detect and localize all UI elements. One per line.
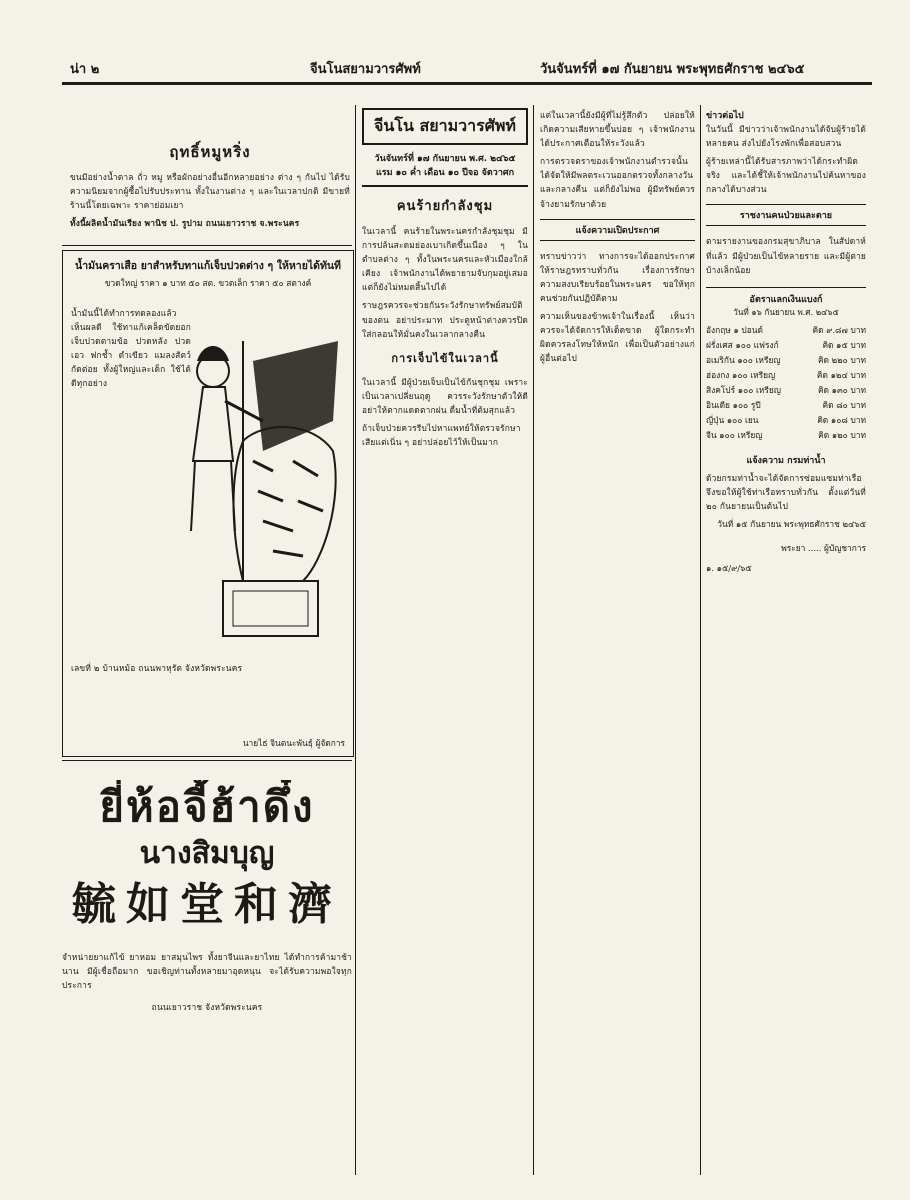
exchange-rate-value: คิด ๘๐ บาท (822, 399, 866, 410)
article-body: ขนมีอย่างน้ำตาล ถั่ว หมู หรือผักอย่างอื่นอีกหลายอย่าง ต่าง ๆ กันไป ได้รับความนิยมจากผู้ซื้อไปรับประทาน ทั้งในงานต่าง ๆ และในเวลาปกติ มีขายที่ร้านนี้โดยเฉพาะ ราคาย่อมเยา (70, 172, 350, 211)
shop-ad-address: ถนนเยาวราช จังหวัดพระนคร (151, 1002, 263, 1013)
article-body: ในวันนี้ มีข่าวว่าเจ้าพนักงานได้จับผู้ร้ายได้หลายคน ส่งไปยังโรงพักเพื่อสอบสวน (706, 124, 866, 149)
section-body: ถ้าเจ็บป่วยควรรีบไปหาแพทย์ให้ตรวจรักษาเสียแต่เนิ่น ๆ อย่าปล่อยไว้ให้เป็นมาก (362, 423, 521, 448)
masthead-title: จีนโน สยามวารศัพท์ (362, 108, 528, 145)
header-rule (62, 82, 872, 85)
exchange-rates-list (706, 323, 866, 443)
exchange-rate-label: ญี่ปุ่น ๑๐๐ เยน (706, 414, 759, 425)
exchange-rates-title: อัตราแลกเงินแบงก์ (749, 294, 823, 305)
exchange-rate-row (706, 398, 866, 413)
ad-header: น้ำมันคราเสือ ยาสำหรับทาแก้เจ็บปวดต่าง ๆ ให้หายได้ทันที (75, 260, 341, 272)
tiger-illustration (183, 301, 348, 651)
exchange-rate-value: คิด ๑๕ บาท (822, 339, 866, 350)
exchange-rate-value: คิด ๑๐๘ บาท (817, 414, 866, 425)
exchange-rate-label: ฝรั่งเศส ๑๐๐ แฟรงก์ (706, 339, 779, 350)
exchange-rate-value: คิด ๒๒๐ บาท (817, 354, 866, 365)
exchange-rates (706, 287, 866, 443)
shop-thai-subname: นางสิมบุญ (139, 836, 275, 871)
article-body: แต่ในเวลานี้ยังมีผู้ที่ไม่รู้สึกตัว ปล่อยให้เกิดความเสียหายขึ้นบ่อย ๆ เจ้าพนักงานได้ประกาศเตือนให้ระวังแล้ว (540, 110, 695, 149)
section-body: ในเวลานี้ คนร้ายในพระนครกำลังชุมชุม มีการปล้นสะดมย่องเบาเกิดขึ้นเนือง ๆ ในตำบลต่าง ๆ ทั้งในพระนครและหัวเมืองใกล้เคียง เจ้าพนักงานได้พยายามจับกุมอยู่เสมอ แต่ก็ยังไม่หมดสิ้นไปได้ (362, 226, 528, 293)
shop-ad-body: จำหน่ายยาแก้ไข้ ยาหอม ยาสมุนไพร ทั้งยาจีนและยาไทย ได้ทำการค้ามาช้านาน มีผู้เชื่อถือมาก ขอเชิญท่านทั้งหลายมาอุดหนุน จะได้รับความพอใจทุกประการ (62, 952, 352, 991)
column-divider (355, 105, 356, 1175)
masthead-lunar-date: แรม ๑๐ ค่ำ เดือน ๑๐ ปีจอ จัตวาศก (375, 168, 515, 178)
ad-signature: นายไธ่ จินตนะพันธุ์ ผู้จัดการ (242, 738, 345, 748)
masthead-rule (362, 185, 528, 187)
article-address: ทั้งนี้ผลิตน้ำมันเรียง พานิช ป. รูปาม ถนนเยาวราช จ.พระนคร (70, 218, 300, 229)
section-body: ราษฎรควรจะช่วยกันระวังรักษาทรัพย์สมบัติของตน อย่าประมาท ประตูหน้าต่างควรปิดใส่กลอนให้มั่นคงในเวลากลางคืน (362, 300, 528, 339)
ad-footer: เลขที่ ๒ บ้านหม้อ ถนนพาหุรัด จังหวัดพระนคร (71, 663, 243, 673)
exchange-rates-date: วันที่ ๑๖ กันยายน พ.ศ. ๒๔๖๕ (733, 306, 839, 317)
exchange-rate-label: อเมริกัน ๑๐๐ เหรียญ (706, 354, 781, 365)
illness-report-title: ราชงานคนป่วยและตาย (706, 204, 866, 226)
section-title: คนร้ายกำลังชุม (396, 199, 494, 214)
far-right-column (706, 108, 866, 1173)
exchange-rate-value: คิด ๑๓๐ บาท (817, 384, 866, 395)
port-notice-body: ด้วยกรมท่าน้ำจะได้จัดการซ่อมแซมท่าเรือ จึงขอให้ผู้ใช้ท่าเรือทราบทั่วกัน ตั้งแต่วันที่ ๒๐ กันยายนเป็นต้นไป (706, 472, 866, 511)
port-notice-title: แจ้งความ กรมท่าน้ำ (746, 455, 826, 466)
exchange-rate-value: คิด ๙.๘๗ บาท (812, 324, 866, 335)
exchange-rate-row (706, 413, 866, 428)
exchange-rate-label: ฮ่องกง ๑๐๐ เหรียญ (706, 369, 776, 380)
separator-rule (62, 245, 352, 246)
page-number: น่า ๒ (70, 62, 100, 77)
shop-ad (62, 780, 352, 1170)
exchange-rate-label: อังกฤษ ๑ ปอนด์ (706, 324, 763, 335)
article-body: การตรวจตราของเจ้าพนักงานตำรวจนั้น ได้จัดให้มีพลตระเวนออกตรวจทั้งกลางวันและกลางคืน แต่ก็ยังไม่พอ ผู้มีทรัพย์ควรจ้างยามรักษาด้วย (540, 156, 695, 209)
exchange-rate-value: คิด ๑๒๔ บาท (816, 369, 866, 380)
shop-thai-name: ยี่ห้อจี้ฮ้าดึ๋ง (99, 782, 315, 831)
ad-prices: ขวดใหญ่ ราคา ๑ บาท ๕๐ สต. ขวดเล็ก ราคา ๕๐ สตางค์ (104, 278, 312, 288)
date-line: วันจันทร์ที่ ๑๗ กันยายน พระพุทธศักราช ๒๔๖๕ (540, 62, 805, 77)
column-divider (533, 105, 534, 1175)
exchange-rate-label: สิงคโปร์ ๑๐๐ เหรียญ (706, 384, 781, 395)
shop-chinese-name: 毓如堂和濟 (72, 879, 342, 930)
article-title: ฤทธิ์หมูหริ่ง (169, 143, 251, 161)
exchange-rate-label: อินเดีย ๑๐๐ รูปี (706, 399, 761, 410)
exchange-rate-value: คิด ๑๒๐ บาท (818, 429, 866, 440)
exchange-rate-row (706, 323, 866, 338)
document-code: ๑. ๑๕/๙/๖๕ (706, 563, 752, 574)
section-body: ในเวลานี้ มีผู้ป่วยเจ็บเป็นไข้กันชุกชุม เพราะเป็นเวลาเปลี่ยนฤดู ควรระวังรักษาตัวให้ดี อย่าให้ตากแดดตากฝน ดื่มน้ำที่ต้มสุกแล้ว (362, 376, 528, 415)
masthead-date: วันจันทร์ที่ ๑๗ กันยายน พ.ศ. ๒๔๖๕ (374, 154, 516, 164)
port-notice-date: วันที่ ๑๕ กันยายน พระพุทธศักราช ๒๔๖๕ (717, 519, 866, 530)
page-header (70, 58, 860, 80)
section-title: การเจ็บไข้ในเวลานี้ (391, 351, 499, 365)
port-notice-signature: พระยา ..... ผู้บัญชาการ (781, 543, 866, 554)
exchange-rate-row (706, 338, 866, 353)
exchange-rate-row (706, 428, 866, 443)
article-body: ความเห็นของข้าพเจ้าในเรื่องนี้ เห็นว่าควรจะได้จัดการให้เด็ดขาด ผู้ใดกระทำผิดควรลงโทษให้หนัก เพื่อเป็นตัวอย่างแก่ผู้อื่นต่อไป (540, 311, 695, 364)
continued-label: ข่าวต่อไป (706, 111, 744, 121)
exchange-rate-row (706, 368, 866, 383)
separator-rule (62, 760, 352, 761)
ad-body: น้ำมันนี้ได้ทำการทดลองแล้วเห็นผลดี ใช้ทาแก้เคล็ดขัดยอก เจ็บปวดตามข้อ ปวดหลัง ปวดเอว ฟกช้ำ ดำเขียว แมลงสัตว์กัดต่อย ทั้งผู้ใหญ่และเด็ก ใช้ได้ดีทุกอย่าง (71, 308, 191, 389)
article-body: ผู้ร้ายเหล่านี้ได้รับสารภาพว่าได้กระทำผิดจริง และได้ชี้ให้เจ้าพนักงานไปค้นหาของกลางได้บางส่วน (706, 156, 866, 195)
right-column (540, 108, 695, 1173)
exchange-rate-label: จีน ๑๐๐ เหรียญ (706, 429, 763, 440)
notice-title: แจ้งความเปิดประกาศ (540, 219, 695, 241)
exchange-rate-row (706, 383, 866, 398)
column-divider (700, 105, 701, 1175)
illness-report-body: ตามรายงานของกรมสุขาภิบาล ในสัปดาห์ที่แล้ว มีผู้ป่วยเป็นไข้หลายราย และมีผู้ตายบ้างเล็กน้อย (706, 236, 866, 275)
medicine-ad (62, 250, 354, 757)
notice-body: ทราบข่าวว่า ทางการจะได้ออกประกาศให้ราษฎรทราบทั่วกัน เรื่องการรักษาความสงบเรียบร้อยในพระนคร ขอให้ทุกคนช่วยกันปฏิบัติตาม (540, 250, 695, 303)
newspaper-title: จีนโนสยามวารศัพท์ (310, 62, 421, 77)
exchange-rate-row (706, 353, 866, 368)
middle-column (362, 108, 528, 1173)
